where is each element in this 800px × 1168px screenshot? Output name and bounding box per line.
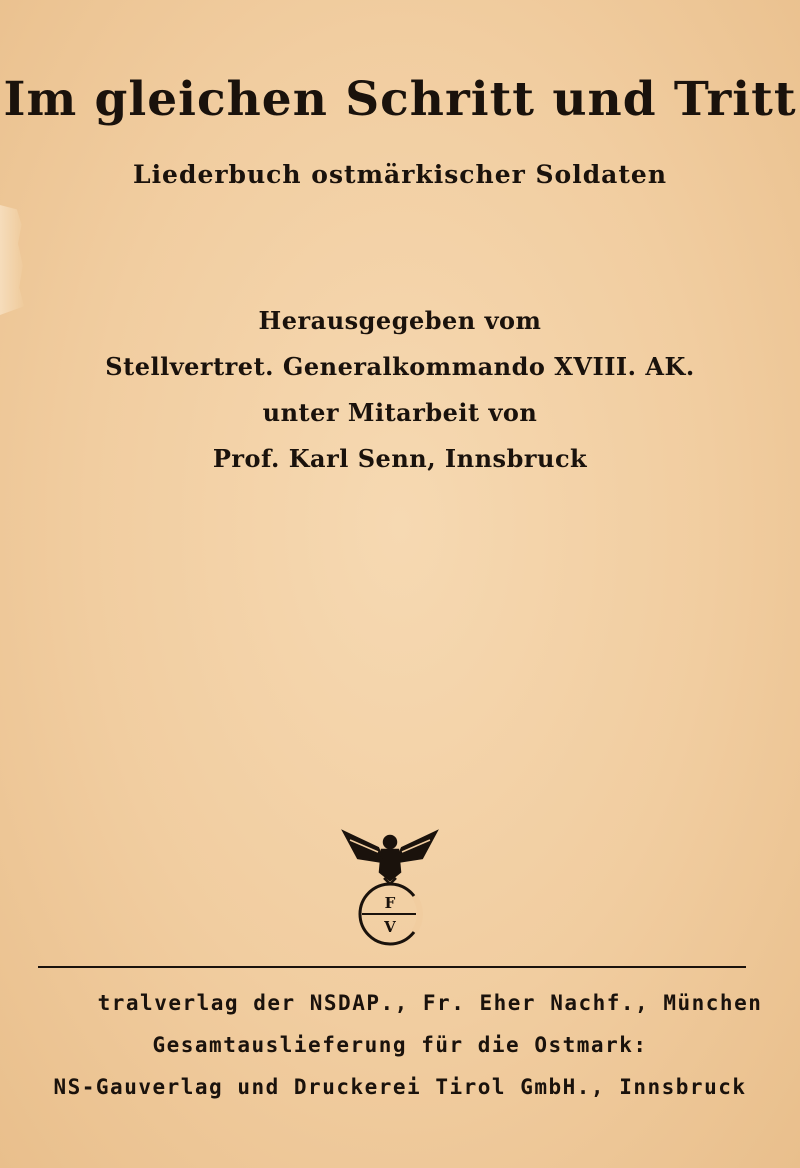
divider-rule (38, 966, 746, 968)
credit-line: unter Mitarbeit von (262, 398, 538, 427)
credit-line: Prof. Karl Senn, Innsbruck (212, 444, 588, 473)
imprint-line: tralverlag der NSDAP., Fr. Eher Nachf., München (97, 991, 763, 1015)
mark-letter: V (384, 918, 396, 936)
credit-line: Stellvertret. Generalkommando XVIII. AK. (105, 352, 695, 381)
credits-block (0, 298, 800, 482)
imprint-line: NS-Gauverlag und Druckerei Tirol GmbH., Innsbruck (53, 1075, 747, 1099)
imprint-block (0, 982, 800, 1108)
credit-line: Herausgegeben vom (258, 306, 542, 335)
book-subtitle: Liederbuch ostmärkischer Soldaten (132, 160, 668, 189)
book-title: Im gleichen Schritt und Tritt (3, 72, 797, 127)
imprint-line: Gesamtauslieferung für die Ostmark: (152, 1033, 648, 1057)
eagle-icon (344, 832, 436, 884)
mark-letter: F (384, 894, 396, 912)
publisher-eagle-logo (338, 822, 442, 948)
